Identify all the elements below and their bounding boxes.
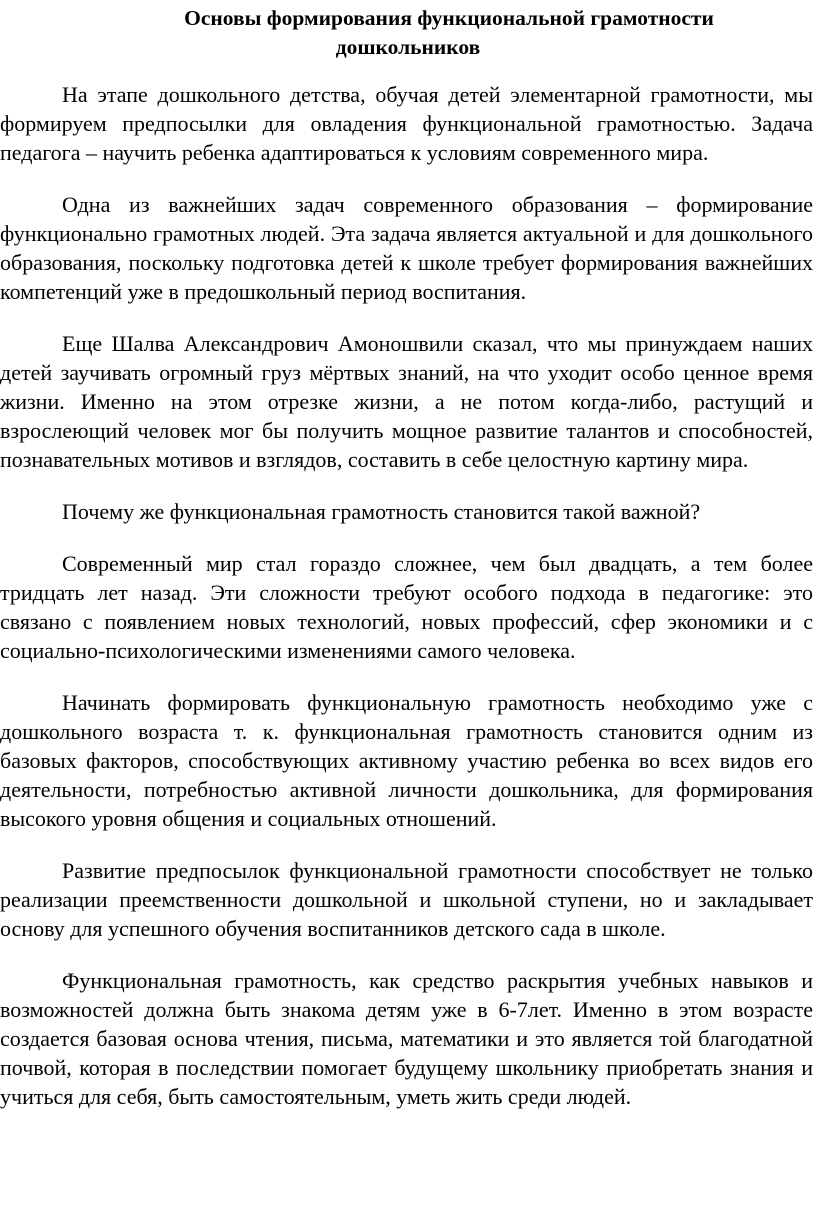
title-line-2: дошкольников	[335, 35, 481, 59]
paragraph: На этапе дошкольного детства, обучая детей элементарной грамотности, мы формируем предпосылки для овладения функциональной грамотностью. Задача педагога – научить ребенка адаптироваться к условиям современного мира.	[0, 82, 813, 165]
paragraph: Развитие предпосылок функциональной грамотности способствует не только реализации преемственности дошкольной и школьной ступени, но и закладывает основу для успешного обучения воспитанников детского сада в школе.	[0, 858, 813, 941]
paragraph: Еще Шалва Александрович Амоношвили сказал, что мы принуждаем наших детей заучивать огромный груз мёртвых знаний, на что уходит особо ценное время жизни. Именно на этом отрезке жизни, а не потом когда-либо, растущий и взрослеющий человек мог бы получить мощное развитие талантов и способностей, познавательных мотивов и взглядов, составить в себе целостную картину мира.	[0, 331, 813, 472]
title-line-1: Основы формирования функциональной грамотности	[184, 6, 714, 30]
paragraph: Современный мир стал гораздо сложнее, чем был двадцать, а тем более тридцать лет назад. Эти сложности требуют особого подхода в педагогике: это связано с появлением новых технологий, новых профессий, сфер экономики и с социально-психологическими изменениями самого человека.	[0, 551, 813, 663]
paragraph: Почему же функциональная грамотность становится такой важной?	[62, 499, 701, 524]
document-body	[0, 80, 813, 1134]
paragraph: Начинать формировать функциональную грамотность необходимо уже с дошкольного возраста т. к. функциональная грамотность становится одним из базовых факторов, способствующих активному участию ребенка во всех видов его деятельности, потребностью активной личности дошкольника, для формирования высокого уровня общения и социальных отношений.	[0, 690, 813, 831]
document-title	[0, 4, 816, 62]
paragraph: Одна из важнейших задач современного образования – формирование функционально грамотных людей. Эта задача является актуальной и для дошкольного образования, поскольку подготовка детей к школе требует формирования важнейших компетенций уже в предошкольный период воспитания.	[0, 192, 813, 304]
paragraph: Функциональная грамотность, как средство раскрытия учебных навыков и возможностей должна быть знакома детям уже в 6-7лет. Именно в этом возрасте создается базовая основа чтения, письма, математики и это является той благодатной почвой, которая в последствии помогает будущему школьнику приобретать знания и учиться для себя, быть самостоятельным, уметь жить среди людей.	[0, 968, 813, 1109]
